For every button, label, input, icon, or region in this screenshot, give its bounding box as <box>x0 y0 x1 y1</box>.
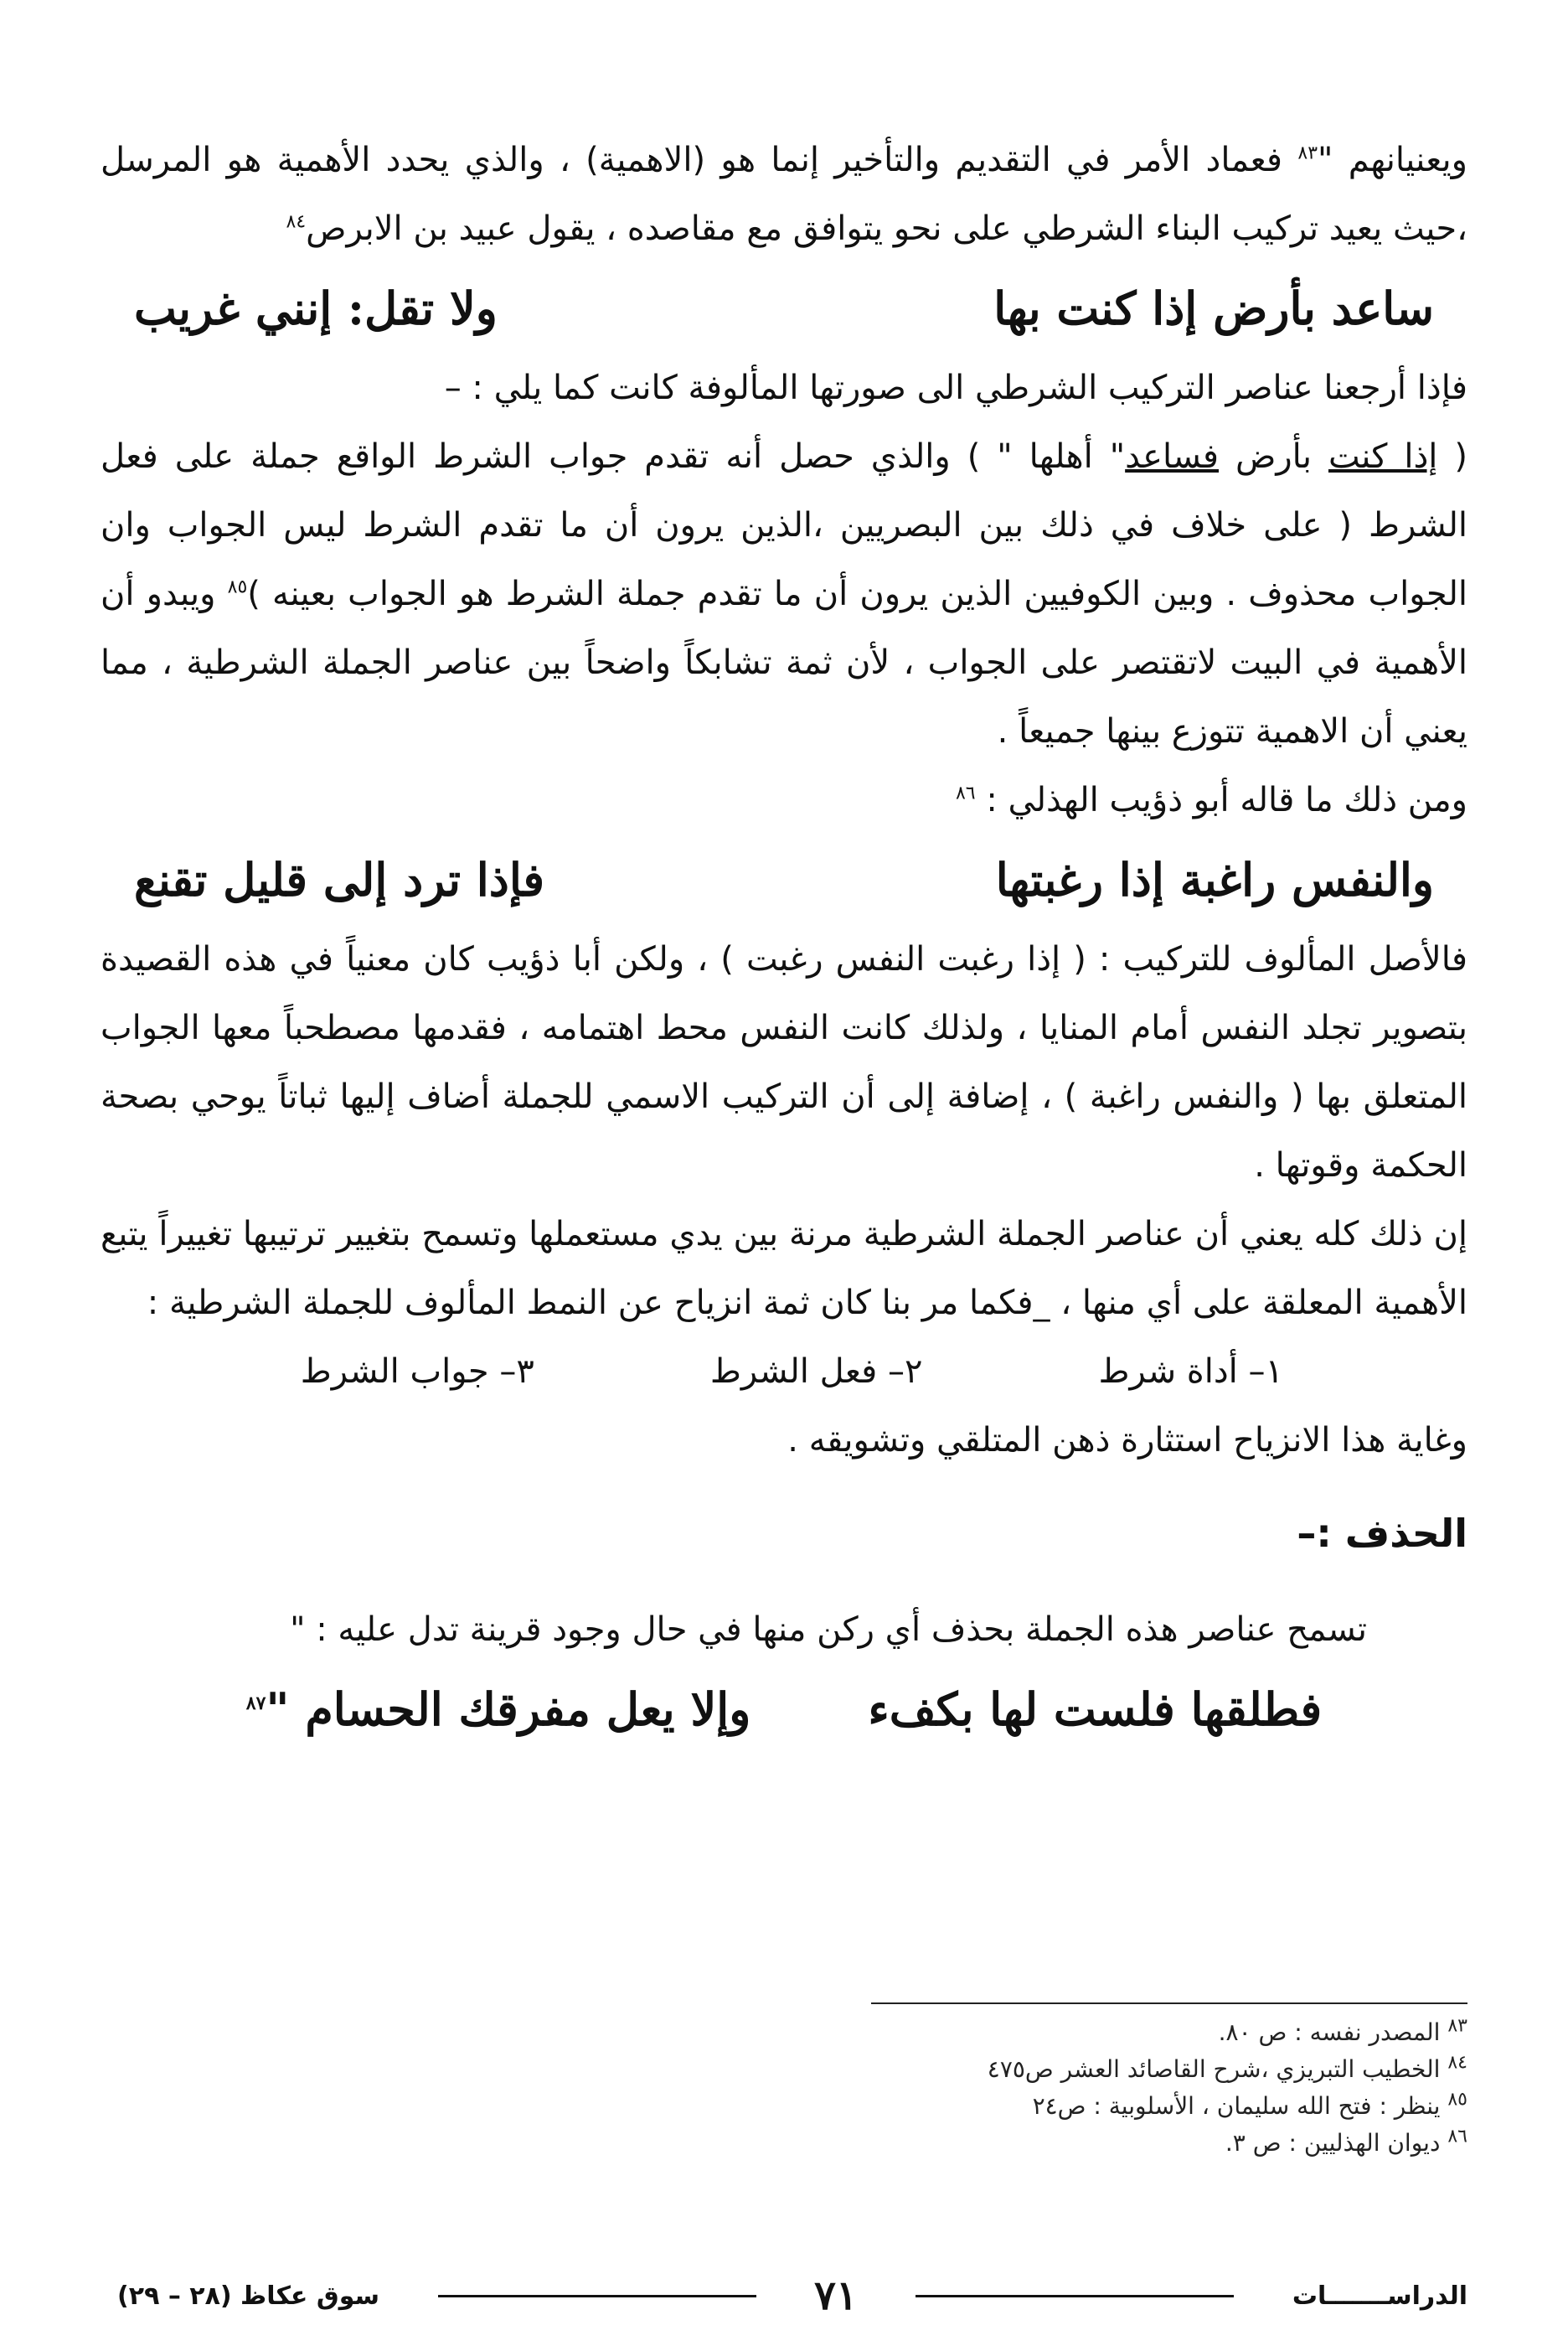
paragraph-3-open: ( <box>1437 437 1467 476</box>
footnote-number: ٨٤ <box>1447 2052 1467 2074</box>
footer-section-label: الدراســـــــات <box>1292 2281 1467 2311</box>
verse-1 <box>101 263 1467 354</box>
paragraph-5: فالأصل المألوف للتركيب : ( إذا رغبت النفس رغبت ) ، ولكن أبا ذؤيب كان معنياً في هذه القصيدة بتصوير تجلد النفس أمام المنايا ، ولذلك كانت النفس محط اهتمامه ، فقدمها مصطحباً معها الجواب المتعلق بها ( والنفس راغبة ) ، إضافة إلى أن التركيب الاسمي للجملة أضاف إليها ثباتاً يوحي بصحة الحكمة وقوتها . <box>101 940 1467 1185</box>
paragraph-1-rest: فعماد الأمر في التقديم والتأخير إنما هو (الاهمية) ، والذي يحدد الأهمية هو المرسل ،حيث يعيد تركيب البناء الشرطي على نحو يتوافق مع مقاصده ، يقول عبيد بن الابرص <box>101 141 1467 248</box>
footer-rule-right <box>916 2295 1234 2297</box>
verse-3-first-hemistich <box>868 1664 1322 1754</box>
verse-1-first-hemistich: ساعد بأرض إذا كنت بها <box>993 282 1434 335</box>
footnote-item <box>714 2125 1467 2162</box>
verse-3-second-hemistich <box>246 1664 751 1754</box>
paragraph-4 <box>101 766 1467 835</box>
footnote-number: ٨٥ <box>1447 2089 1467 2111</box>
page-body <box>101 126 1467 1754</box>
page-number: ٧١ <box>814 2272 858 2319</box>
verse-1-second-hemistich: ولا تقل: إنني غريب <box>134 282 498 335</box>
paragraph-4-text: ومن ذلك ما قاله أبو ذؤيب الهذلي : <box>975 781 1467 819</box>
footnote-ref-87[interactable]: ٨٧ <box>245 1692 266 1714</box>
section-heading: الحذف :– <box>1297 1511 1467 1556</box>
footnote-number: ٨٦ <box>1447 2126 1467 2147</box>
footnotes <box>714 2014 1467 2162</box>
footnote-ref-85[interactable]: ٨٥ <box>227 576 248 598</box>
paragraph-3-rest: " أهلها " ) والذي حصل أنه تقدم جواب الشرط الواقع جملة على فعل الشرط ( على خلاف في ذلك بين البصريين ،الذين يرون أن ما تقدم الشرط ليس الجواب وان الجواب محذوف . وبين الكوفيين الذين يرون أن ما تقدم جملة الشرط هو الجواب بعينه ) <box>101 437 1468 613</box>
paragraph-3-end: ويبدو أن الأهمية في البيت لاتقتصر على الجواب ، لأن ثمة تشابكاً واضحاً بين عناصر الجملة الشرطية ، مما يعني أن الاهمية تتوزع بينها جميعاً . <box>101 575 1467 751</box>
underlined-phrase-2: فساعد <box>1125 437 1219 476</box>
verse-2-second-hemistich: فإذا ترد إلى قليل تقنع <box>134 853 545 907</box>
footnote-divider <box>871 2002 1467 2004</box>
condition-elements-list <box>101 1337 1467 1406</box>
verse-3-first-text: فطلقها فلست لها بكفء <box>868 1682 1323 1736</box>
footnote-ref-86[interactable]: ٨٦ <box>955 783 976 804</box>
verse-3 <box>101 1664 1467 1754</box>
verse-2 <box>101 835 1467 925</box>
list-item: ٣– جواب الشرط <box>300 1352 534 1391</box>
underlined-phrase-1: إذا كنت <box>1328 437 1438 476</box>
verse-3-second-text: وإلا يعل مفرقك الحسام " <box>266 1682 751 1736</box>
list-item: ٢– فعل الشرط <box>709 1352 923 1391</box>
footnote-item <box>714 2014 1467 2051</box>
verse-2-first-hemistich: والنفس راغبة إذا رغبتها <box>995 853 1434 907</box>
paragraph-6: إن ذلك كله يعني أن عناصر الجملة الشرطية مرنة بين يدي مستعملها وتسمح بتغيير ترتيبها تغييراً يتبع الأهمية المعلقة على أي منها ، _فكما مر بنا كان ثمة انزياح عن النمط المألوف للجملة الشرطية : <box>101 1215 1467 1322</box>
footnote-text: ديوان الهذليين : ص ٣. <box>1225 2129 1441 2157</box>
footnote-ref-84[interactable]: ٨٤ <box>286 211 307 233</box>
footnote-item <box>714 2088 1467 2125</box>
list-item: ١– أداة شرط <box>1098 1352 1283 1391</box>
paragraph-3-mid: بأرض <box>1219 437 1328 476</box>
paragraph-2: فإذا أرجعنا عناصر التركيب الشرطي الى صورتها المألوفة كانت كما يلي : – <box>444 369 1467 407</box>
paragraph-7: وغاية هذا الانزياح استثارة ذهن المتلقي وتشويقه . <box>787 1421 1467 1460</box>
footer-rule-left <box>438 2295 756 2297</box>
footnote-number: ٨٣ <box>1447 2015 1467 2037</box>
footer-journal-label: سوق عكاظ (٢٨ – ٢٩) <box>117 2281 379 2311</box>
footnote-item <box>714 2051 1467 2088</box>
footnote-text: المصدر نفسه : ص ٨٠. <box>1218 2018 1441 2046</box>
footnote-text: ينظر : فتح الله سليمان ، الأسلوبية : ص٢٤ <box>1032 2092 1441 2120</box>
paragraph-1 <box>101 126 1467 263</box>
page-footer <box>117 2271 1467 2321</box>
footnote-text: الخطيب التبريزي ،شرح القاصائد العشر ص٤٧٥ <box>987 2055 1441 2083</box>
paragraph-8: تسمح عناصر هذه الجملة بحذف أي ركن منها في حال وجود قرينة تدل عليه : " <box>290 1610 1367 1649</box>
paragraph-3 <box>101 422 1467 766</box>
footnote-ref-83[interactable]: ٨٣ <box>1297 142 1318 164</box>
paragraph-1-text: ويعنيانهم " <box>1318 141 1467 179</box>
